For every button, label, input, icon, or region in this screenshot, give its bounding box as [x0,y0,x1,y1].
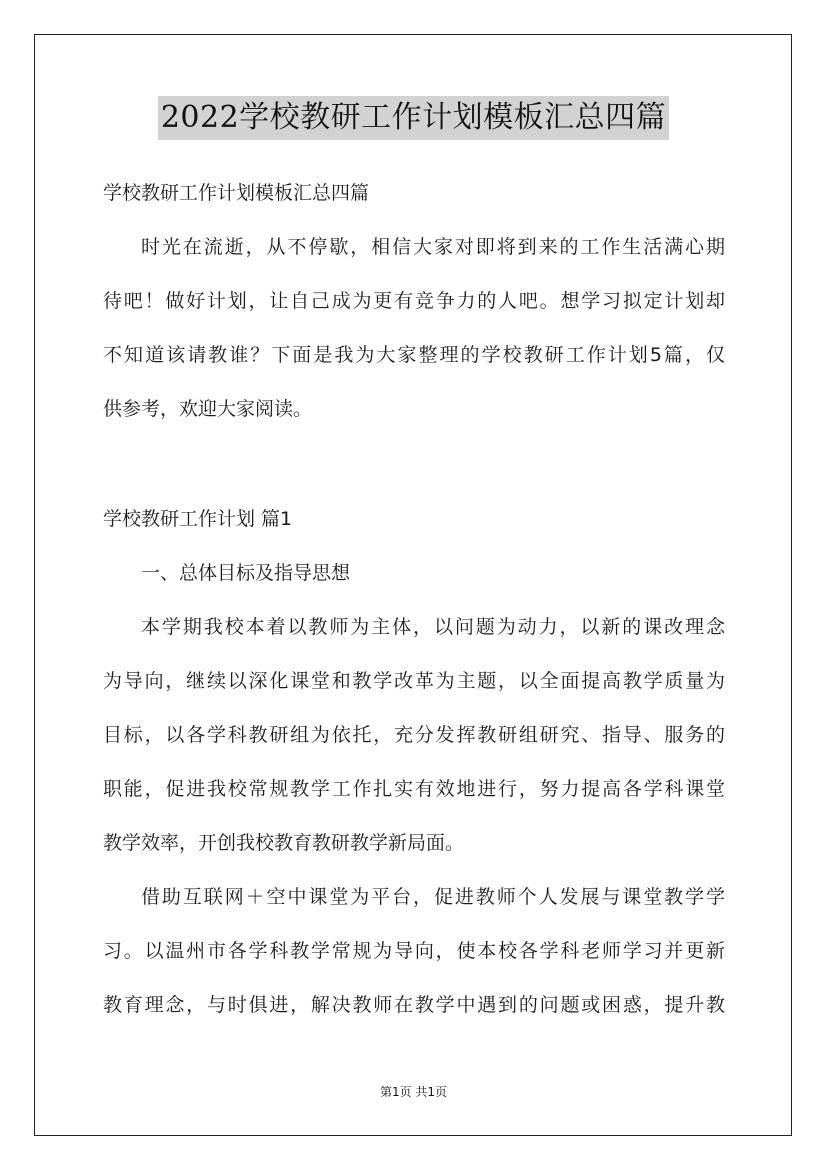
title-wrap [0,96,827,140]
intro-paragraph [103,220,725,436]
subtitle-block [103,166,725,220]
paragraph-1 [103,600,725,870]
document-title: 2022学校教研工作计划模板汇总四篇 [158,96,669,140]
paragraph-line: 教学效率，开创我校教育教研教学新局面。 [103,832,465,854]
page-number: 第1页 共1页 [379,1085,448,1099]
intro-line: 不知道该请教谁？下面是我为大家整理的学校教研工作计划5篇，仅 [103,344,725,366]
paragraph-line: 职能，促进我校常规教学工作扎实有效地进行，努力提高各学科课堂 [103,778,725,800]
paragraph-line: 习。以温州市各学科教学常规为导向，使本校各学科老师学习并更新 [103,940,725,962]
subheading: 一、总体目标及指导思想 [141,562,351,584]
paragraph-line: 为导向，继续以深化课堂和教学改革为主题，以全面提高教学质量为 [103,670,725,692]
paragraph-line: 本学期我校本着以教师为主体，以问题为动力，以新的课改理念 [141,616,725,638]
section-heading-block [103,492,725,546]
paragraph-line: 教育理念，与时俱进，解决教师在教学中遇到的问题或困惑，提升教 [103,994,725,1016]
paragraph-line: 借助互联网＋空中课堂为平台，促进教师个人发展与课堂教学学 [141,886,725,908]
document-subtitle: 学校教研工作计划模板汇总四篇 [103,182,370,204]
section-heading: 学校教研工作计划 篇1 [103,508,293,530]
intro-line: 待吧！做好计划，让自己成为更有竞争力的人吧。想学习拟定计划却 [103,290,725,312]
intro-line: 时光在流逝，从不停歇，相信大家对即将到来的工作生活满心期 [141,236,725,258]
intro-line: 供参考，欢迎大家阅读。 [103,398,313,420]
page-footer [0,1083,827,1100]
subheading-block [103,546,725,600]
paragraph-2 [103,870,725,1032]
paragraph-line: 目标，以各学科教研组为依托，充分发挥教研组研究、指导、服务的 [103,724,725,746]
